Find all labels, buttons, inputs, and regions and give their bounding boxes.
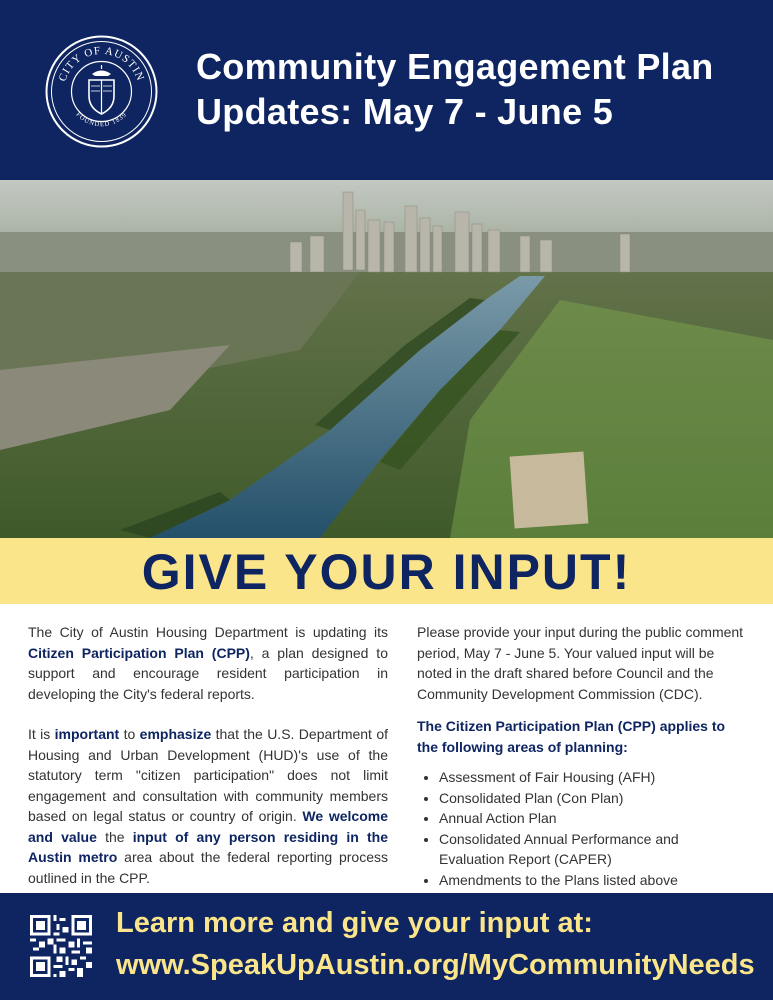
areas-subheading: The Citizen Participation Plan (CPP) applies to the following areas of planning:: [417, 718, 726, 755]
list-item: • Assessment of Fair Housing (AFH): [439, 767, 747, 788]
list-item: • Consolidated Annual Performance and Evaluation Report (CAPER): [439, 829, 747, 870]
title-line-1: Community Engagement Plan: [196, 46, 714, 87]
list-item: • Annual Action Plan: [439, 808, 747, 829]
intro-paragraph: The City of Austin Housing Department is updating its Citizen Participation Plan (CPP), a plan designed to support and encourage resident participation in developing the City's federal reports.: [28, 624, 388, 702]
footer: [0, 893, 773, 1000]
svg-text:FOUNDED 1839: FOUNDED 1839: [74, 111, 129, 129]
give-input-banner: [0, 538, 773, 604]
qr-code-icon[interactable]: [30, 915, 92, 977]
footer-url-link[interactable]: www.SpeakUpAustin.org/MyCommunityNeeds: [116, 949, 755, 981]
left-column: [28, 622, 388, 888]
page-title: [196, 44, 756, 134]
header: [0, 0, 773, 180]
emphasis-paragraph: It is important to emphasize that the U.S. Department of Housing and Urban Development (HUD)'s use of the statutory term "citizen participation" does not limit engagement and consultation with community members based on legal status or country of origin. We welcome and value the input of any person residing in the Austin metro area about the federal reporting process outlined in the CPP.: [28, 726, 389, 886]
banner-heading: GIVE YOUR INPUT!: [141, 544, 632, 600]
svg-text:CITY OF AUSTIN: CITY OF AUSTIN: [56, 44, 147, 84]
title-line-2: Updates: May 7 - June 5: [196, 91, 614, 132]
footer-cta: Learn more and give your input at:: [116, 907, 593, 939]
list-item: • Consolidated Plan (Con Plan): [439, 788, 747, 809]
planning-areas-list: [417, 767, 747, 890]
comment-period-paragraph: Please provide your input during the public comment period, May 7 - June 5. Your valued input will be noted in the draft shared before Council and the Community Development Commission (CDC).: [417, 624, 744, 702]
city-of-austin-seal-icon: [44, 34, 159, 149]
list-item: • Amendments to the Plans listed above: [439, 870, 747, 891]
right-column: [417, 622, 747, 890]
austin-aerial-photo: [0, 180, 773, 538]
